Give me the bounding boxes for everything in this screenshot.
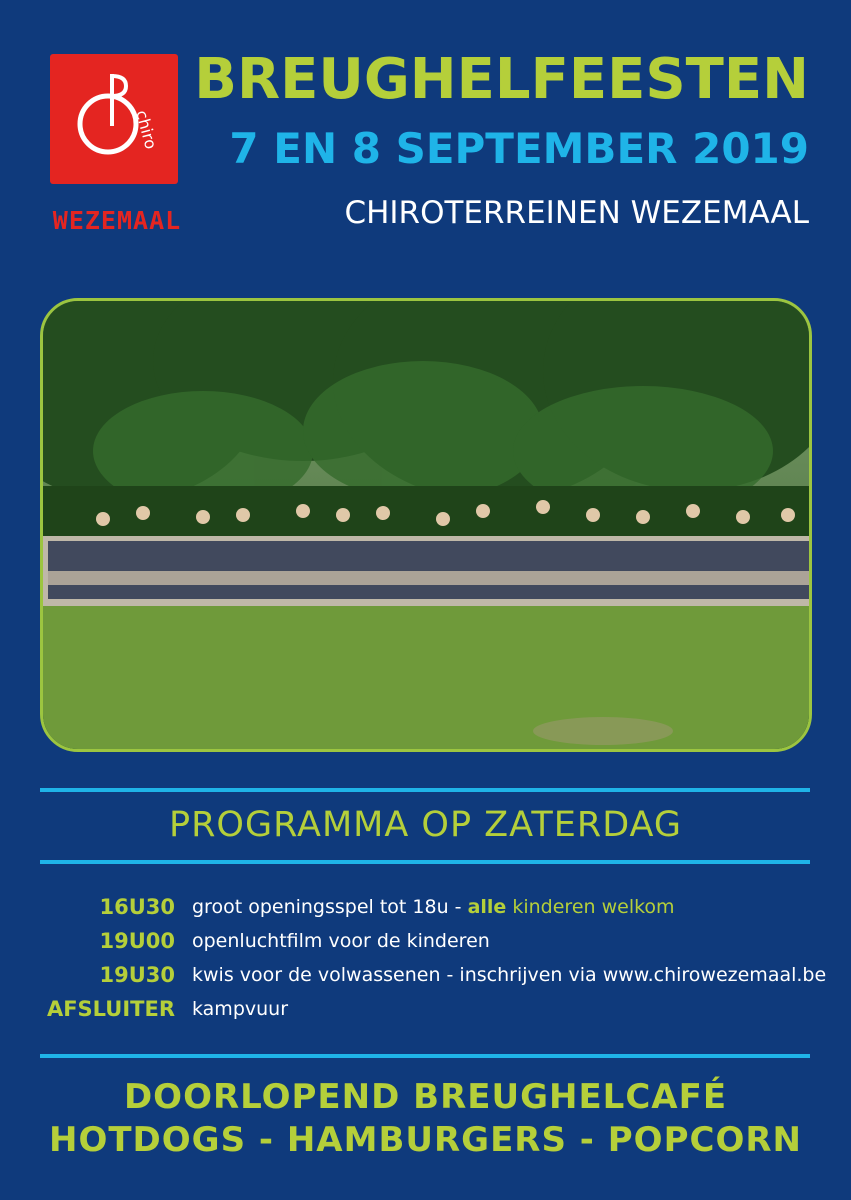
program-description: kwis voor de volwassenen - inschrijven via www.chirowezemaal.be xyxy=(192,964,827,986)
program-item xyxy=(0,929,851,963)
logo-red-square xyxy=(50,54,178,184)
footer-line-1: DOORLOPEND BREUGHELCAFÉ xyxy=(123,1077,728,1117)
program-item xyxy=(0,997,851,1031)
chiro-symbol-icon xyxy=(50,54,178,184)
program-list xyxy=(0,895,851,1031)
chiro-logo xyxy=(40,54,190,244)
program-time: AFSLUITER xyxy=(46,997,175,1021)
program-title: PROGRAMMA OP ZATERDAG xyxy=(169,805,682,845)
divider-bottom xyxy=(40,1054,810,1058)
footer-line-2: HOTDOGS - HAMBURGERS - POPCORN xyxy=(49,1120,802,1160)
program-item xyxy=(0,963,851,997)
logo-text: WEZEMAAL xyxy=(52,206,182,235)
event-dates: 7 EN 8 SEPTEMBER 2019 xyxy=(229,124,809,173)
event-venue: CHIROTERREINEN WEZEMAAL xyxy=(344,195,809,231)
program-description: groot openingsspel tot 18u - alle kinderen welkom xyxy=(192,896,675,918)
program-item xyxy=(0,895,851,929)
program-time: 19U30 xyxy=(99,963,175,987)
group-photo xyxy=(40,298,812,752)
program-time: 16U30 xyxy=(99,895,175,919)
event-title: BREUGHELFEESTEN xyxy=(194,47,809,112)
logo-mark-text: chiro xyxy=(132,108,161,152)
program-time: 19U00 xyxy=(99,929,175,953)
divider-middle xyxy=(40,860,810,864)
group-photo-image xyxy=(43,301,809,749)
program-description: kampvuur xyxy=(192,998,289,1020)
people-group xyxy=(48,541,809,599)
divider-top xyxy=(40,788,810,792)
program-description: openluchtfilm voor de kinderen xyxy=(192,930,490,952)
